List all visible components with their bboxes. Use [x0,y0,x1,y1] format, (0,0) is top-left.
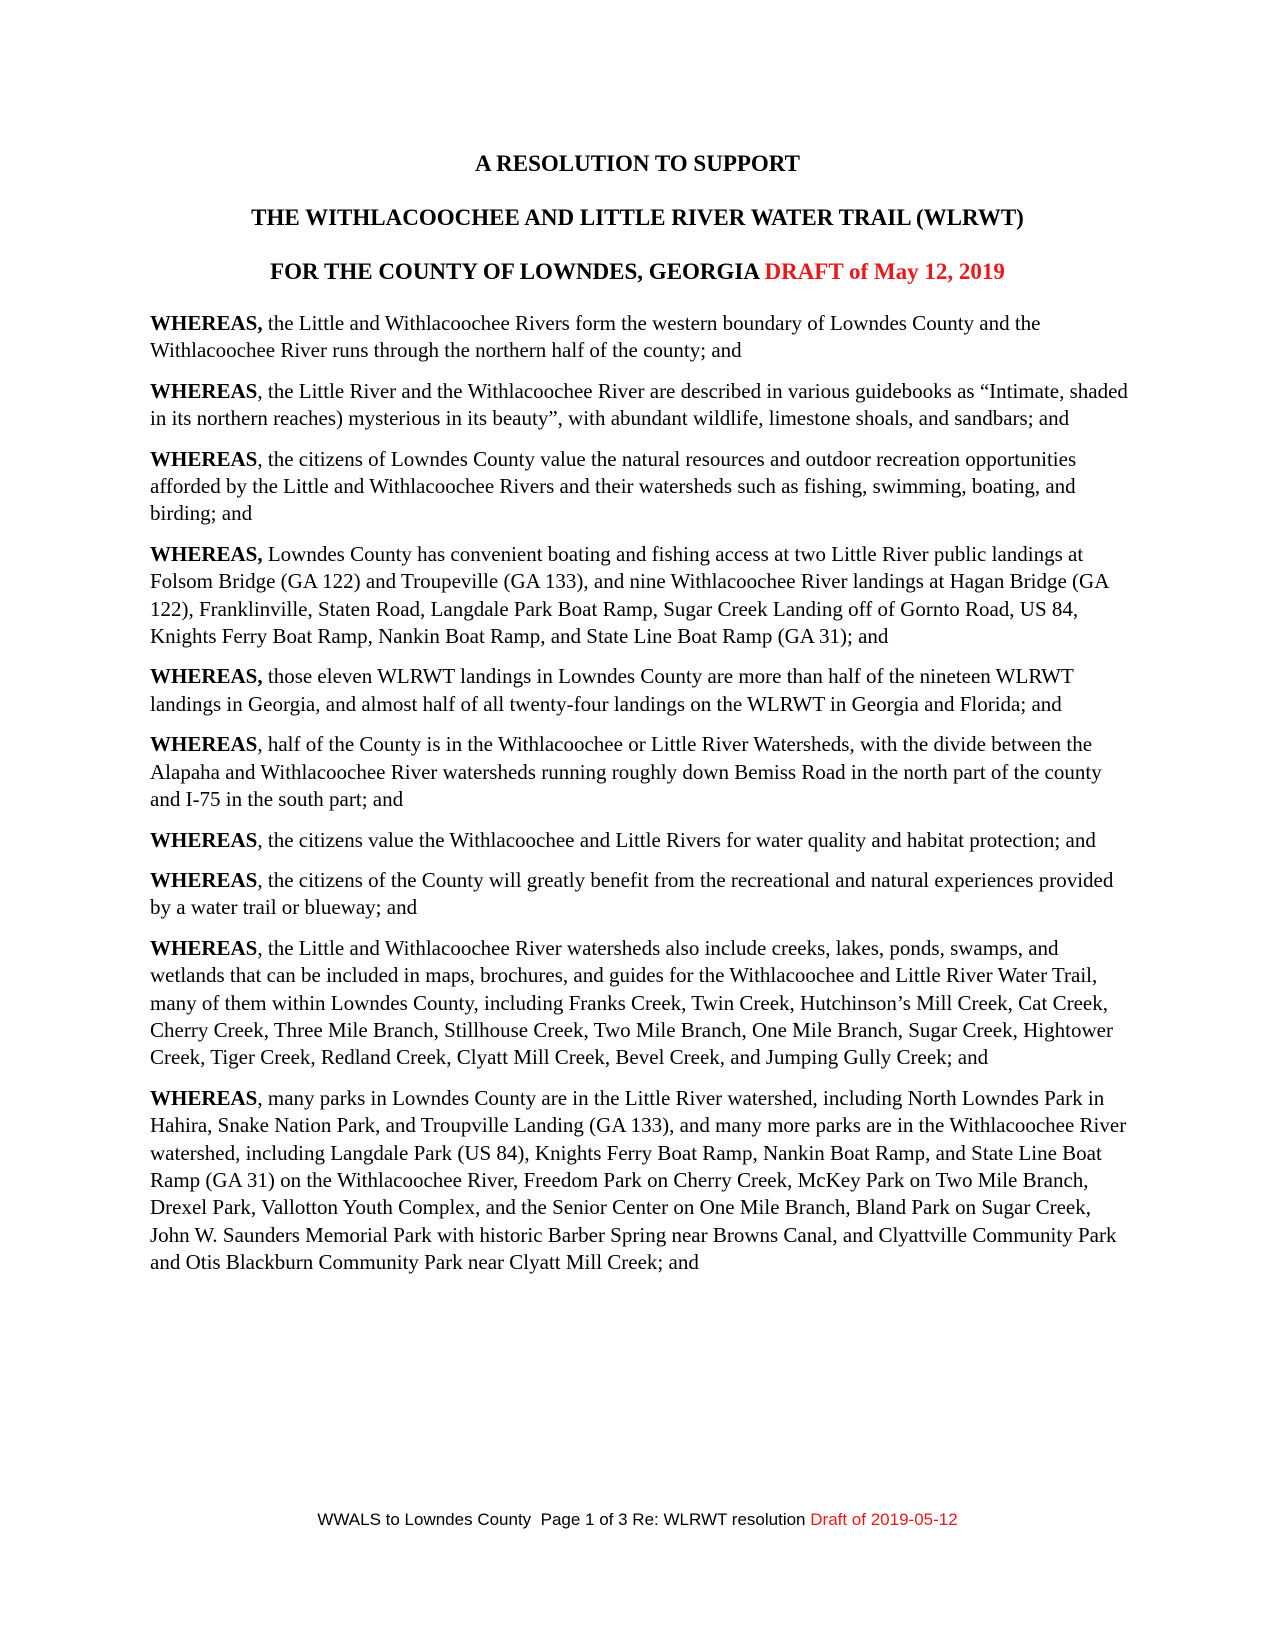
paragraph-text: , the Little River and the Withlacoochee River are described in various guidebooks as “Intimate, shaded in its northern reaches) mysterious in its beauty”, with abundant wildlife, limestone shoals, and sandbars; and [150,378,1128,431]
title-line-1: A RESOLUTION TO SUPPORT [475,151,800,176]
page-footer [0,1510,1275,1530]
whereas-keyword: WHEREAS [150,867,258,892]
whereas-paragraph-2 [150,378,1135,433]
whereas-keyword: WHEREAS, [150,311,263,335]
whereas-keyword: WHEREAS [150,446,258,471]
paragraph-text: , the citizens value the Withlacoochee and Little Rivers for water quality and habitat protection; and [257,827,1096,852]
paragraph-text: , many parks in Lowndes County are in the Little River watershed, including North Lowndes Park in Hahira, Snake Nation Park, and Troupville Landing (GA 133), and many more parks are in the Withlacoochee River watershed, including Langdale Park (US 84), Knights Ferry Boat Ramp, Nankin Boat Ramp, and State Line Boat Ramp (GA 31) on the Withlacoochee River, Freedom Park on Cherry Creek, McKey Park on Two Mile Branch, Drexel Park, Vallotton Youth Complex, and the Senior Center on One Mile Branch, Bland Park on Sugar Creek, John W. Saunders Memorial Park with historic Barber Spring near Browns Canal, and Clyattville Community Park and Otis Blackburn Community Park near Clyatt Mill Creek; and [150,1085,1127,1275]
whereas-paragraph-6 [150,731,1135,813]
paragraph-text: , the citizens of Lowndes County value the natural resources and outdoor recreation opportunities afforded by the Little and Withlacoochee Rivers and their watersheds such as fishing, swimming, boating, and birding; and [150,446,1077,526]
title-county: FOR THE COUNTY OF LOWNDES, GEORGIA [270,259,759,284]
whereas-paragraph-10 [150,1085,1135,1277]
whereas-keyword: WHEREAS [150,827,258,852]
resolution-body [150,310,1135,1290]
whereas-paragraph-3 [150,446,1135,528]
whereas-keyword: WHEREAS [150,378,258,403]
paragraph-text: , the citizens of the County will greatly benefit from the recreational and natural experiences provided by a water trail or blueway; and [150,867,1114,920]
title-line-3 [0,258,1275,286]
paragraph-text: Lowndes County has convenient boating and fishing access at two Little River public landings at Folsom Bridge (GA 122) and Troupeville (GA 133), and nine Withlacoochee River landings at Hagan Bridge (GA 122), Franklinville, Staten Road, Langdale Park Boat Ramp, Sugar Creek Landing off of Gornto Road, US 84, Knights Ferry Boat Ramp, Nankin Boat Ramp, and State Line Boat Ramp (GA 31); and [150,541,1109,649]
title-draft-date: DRAFT of May 12, 2019 [764,259,1005,284]
whereas-keyword: WHEREAS [150,732,258,757]
whereas-paragraph-5 [150,663,1135,718]
whereas-keyword: WHEREAS [150,935,258,960]
paragraph-text: , half of the County is in the Withlacoochee or Little River Watersheds, with the divide between the Alapaha and Withlacoochee River watersheds running roughly down Bemiss Road in the north part of the county and I-75 in the south part; and [150,732,1102,812]
whereas-keyword: WHEREAS, [150,664,263,689]
whereas-paragraph-7 [150,827,1135,854]
whereas-paragraph-1 [150,310,1135,365]
footer-draft-date: Draft of 2019-05-12 [810,1510,958,1529]
paragraph-text: the Little and Withlacoochee Rivers form the western boundary of Lowndes County and the Withlacoochee River runs through the northern half of the county; and [150,311,1041,363]
whereas-keyword: WHEREAS [150,1085,258,1110]
paragraph-text: , the Little and Withlacoochee River watersheds also include creeks, lakes, ponds, swamps, and wetlands that can be included in maps, brochures, and guides for the Withlacoochee and Little River Water Trail, many of them within Lowndes County, including Franks Creek, Twin Creek, Hutchinson’s Mill Creek, Cat Creek, Cherry Creek, Three Mile Branch, Stillhouse Creek, Two Mile Branch, One Mile Branch, Sugar Creek, Hightower Creek, Tiger Creek, Redland Creek, Clyatt Mill Creek, Bevel Creek, and Jumping Gully Creek; and [150,935,1113,1070]
title-line-2: THE WITHLACOOCHEE AND LITTLE RIVER WATER TRAIL (WLRWT) [251,205,1024,230]
whereas-paragraph-9 [150,935,1135,1072]
whereas-paragraph-8 [150,867,1135,922]
paragraph-text: those eleven WLRWT landings in Lowndes County are more than half of the nineteen WLRWT landings in Georgia, and almost half of all twenty-four landings on the WLRWT in Georgia and Florida; and [150,664,1074,716]
footer-text: WWALS to Lowndes County Page 1 of 3 Re: WLRWT resolution [317,1510,811,1529]
whereas-keyword: WHEREAS, [150,541,263,566]
whereas-paragraph-4 [150,541,1135,651]
